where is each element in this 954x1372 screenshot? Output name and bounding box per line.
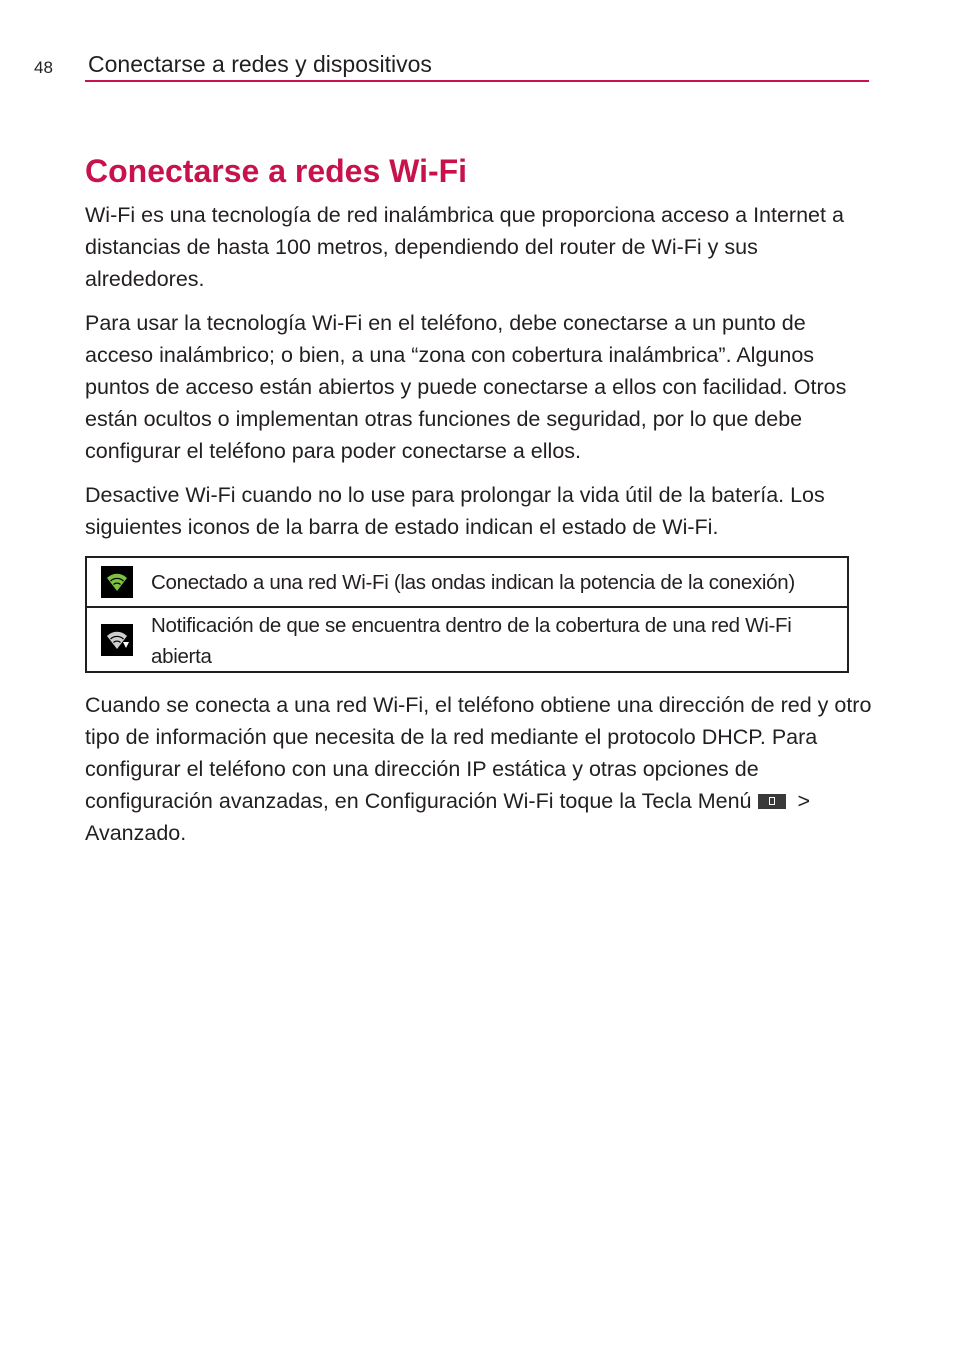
page-number: 48 xyxy=(34,58,53,77)
dhcp-paragraph xyxy=(85,689,875,849)
table-row xyxy=(87,558,847,608)
menu-key-icon xyxy=(758,794,786,809)
menu-key-label: Tecla Menú xyxy=(641,789,752,813)
running-title: Conectarse a redes y dispositivos xyxy=(88,51,432,77)
status-icons-table xyxy=(85,556,849,673)
intro-paragraph: Wi-Fi es una tecnología de red inalámbrica que proporciona acceso a Internet a distancias de hasta 100 metros, dependiendo del router de Wi-Fi y sus alrededores. xyxy=(85,203,844,291)
wifi-connected-icon xyxy=(101,566,133,598)
page-header xyxy=(0,0,954,90)
dhcp-text: Cuando se conecta a una red Wi-Fi, el teléfono obtiene una dirección de red y otro tipo de información que necesita de la red mediante el protocolo DHCP. Para configurar el teléfono con una dirección IP estática y otras opciones de configuración avanzadas, en xyxy=(85,693,872,813)
status-icons-intro-paragraph: Desactive Wi-Fi cuando no lo use para prolongar la vida útil de la batería. Los siguientes iconos de la barra de estado indican el estado de Wi-Fi. xyxy=(85,483,825,539)
status-description: Conectado a una red Wi-Fi (las ondas indican la potencia de la conexión) xyxy=(151,571,795,594)
table-row xyxy=(87,608,847,671)
access-point-paragraph: Para usar la tecnología Wi-Fi en el teléfono, debe conectarse a un punto de acceso inalámbrico; o bien, a una “zona con cobertura inalámbrica”. Algunos puntos de acceso están abiertos y puede conectarse a ellos con facilidad. Otros están ocultos o implementan otras funciones de seguridad, por lo que debe configurar el teléfono para poder conectarse a ellos. xyxy=(85,311,847,463)
header-rule xyxy=(85,80,869,82)
wifi-settings-label: Configuración Wi-Fi xyxy=(364,789,554,813)
dhcp-text-end: . xyxy=(180,821,187,845)
menu-separator: > xyxy=(791,789,811,813)
wifi-open-network-icon xyxy=(101,624,133,656)
section-title: Conectarse a redes Wi-Fi xyxy=(85,153,468,189)
dhcp-text-middle: toque la xyxy=(553,789,642,813)
advanced-label: Avanzado xyxy=(85,821,181,845)
status-description: Notificación de que se encuentra dentro de la cobertura de una red Wi-Fi abierta xyxy=(151,614,792,668)
